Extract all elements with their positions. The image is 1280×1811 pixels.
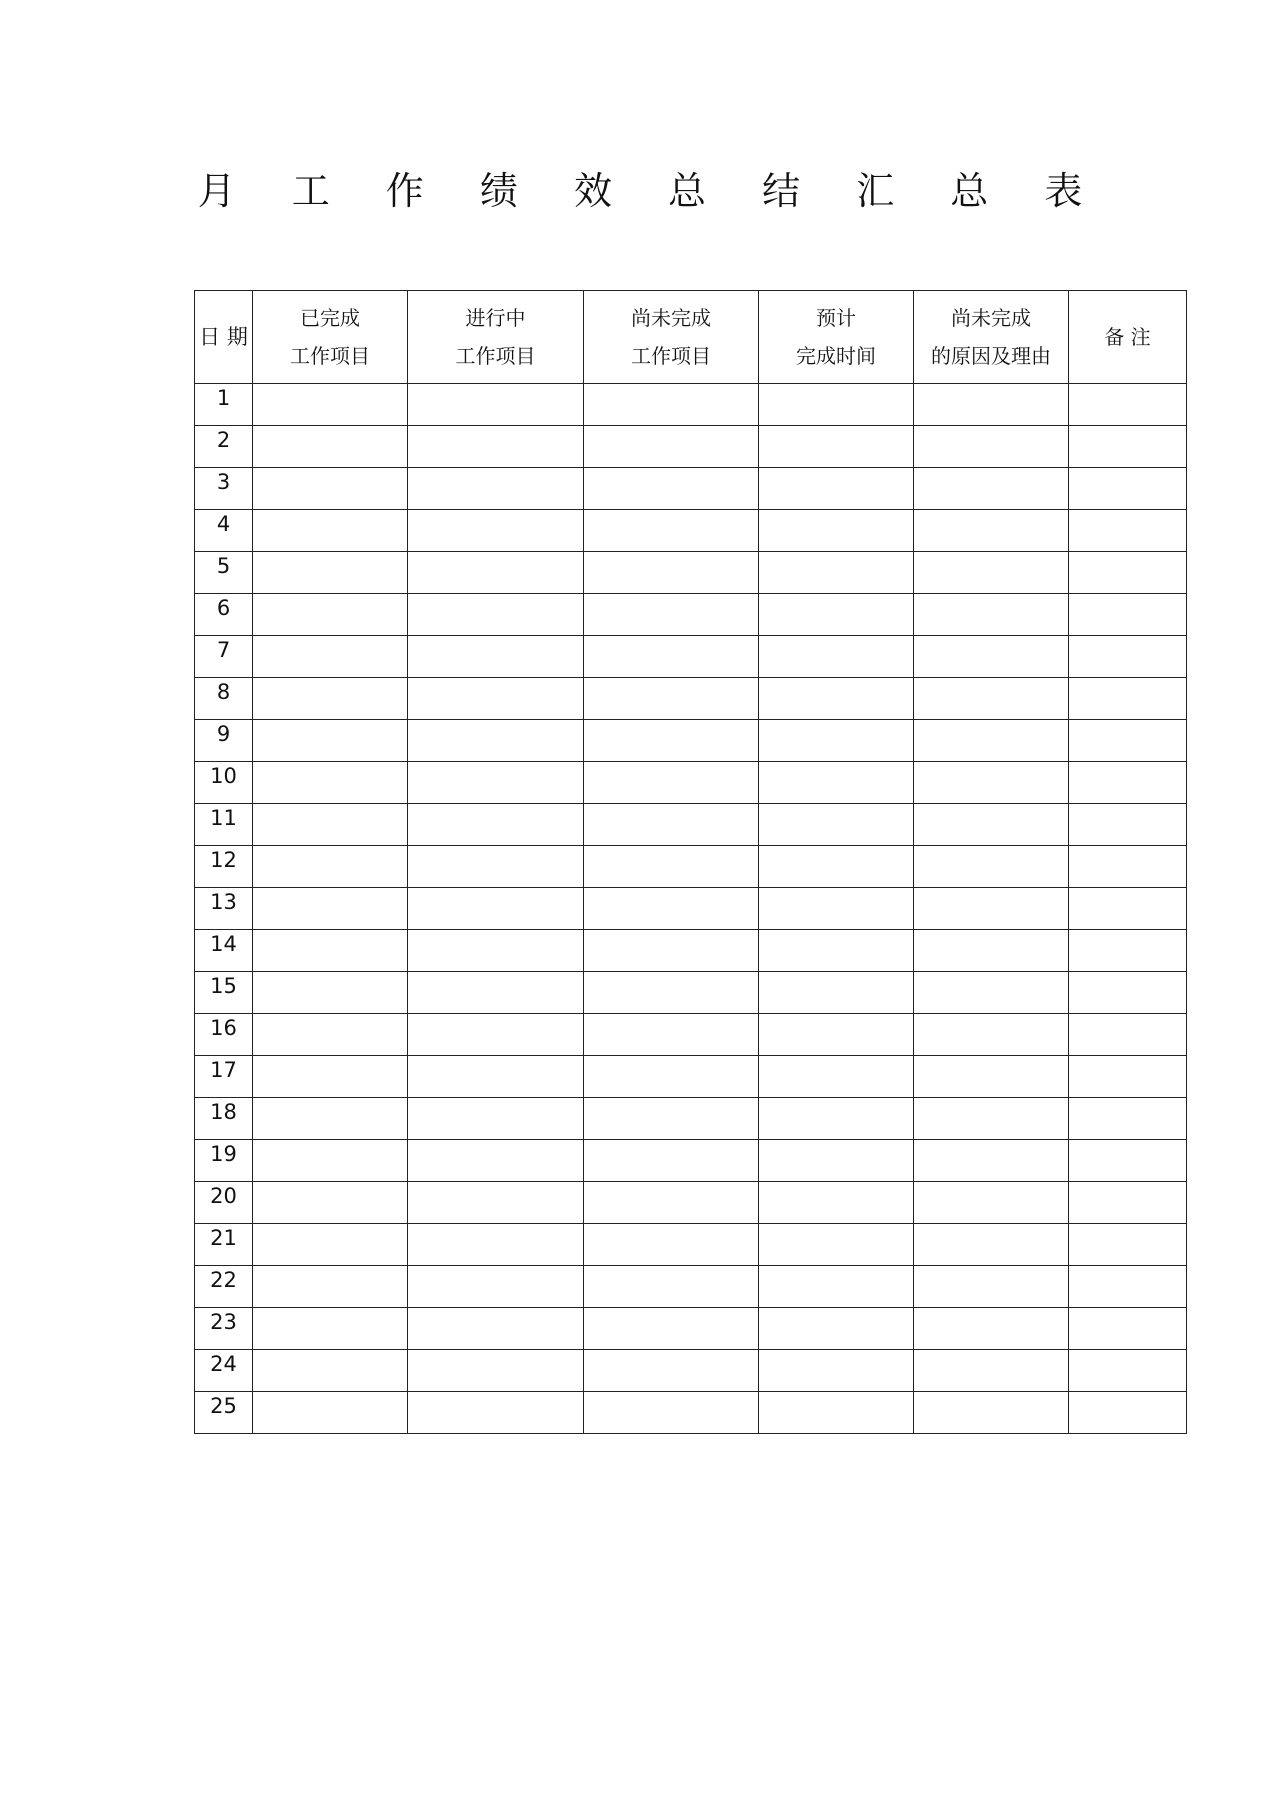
expected-time-cell[interactable] (759, 1014, 914, 1056)
header-reason (914, 291, 1069, 384)
table-row (195, 594, 1187, 636)
day-number-cell: 6 (195, 594, 253, 636)
in-progress-cell[interactable] (408, 846, 584, 888)
table-row (195, 510, 1187, 552)
reason-cell[interactable] (914, 1098, 1069, 1140)
day-number-cell: 11 (195, 804, 253, 846)
completed-cell[interactable] (253, 762, 408, 804)
remarks-cell[interactable] (1069, 510, 1187, 552)
table-row (195, 888, 1187, 930)
completed-cell[interactable] (253, 510, 408, 552)
completed-cell[interactable] (253, 1392, 408, 1434)
expected-time-cell[interactable] (759, 1350, 914, 1392)
table-row (195, 636, 1187, 678)
in-progress-cell[interactable] (408, 384, 584, 426)
header-in-progress-line2: 工作项目 (455, 344, 536, 368)
table-row (195, 1056, 1187, 1098)
remarks-cell[interactable] (1069, 468, 1187, 510)
completed-cell[interactable] (253, 678, 408, 720)
not-completed-cell[interactable] (584, 846, 759, 888)
expected-time-cell[interactable] (759, 1182, 914, 1224)
header-not-completed (584, 291, 759, 384)
header-date (195, 291, 253, 384)
day-number-cell: 21 (195, 1224, 253, 1266)
day-number-cell: 17 (195, 1056, 253, 1098)
remarks-cell[interactable] (1069, 1266, 1187, 1308)
reason-cell[interactable] (914, 510, 1069, 552)
day-number-cell: 9 (195, 720, 253, 762)
completed-cell[interactable] (253, 552, 408, 594)
expected-time-cell[interactable] (759, 804, 914, 846)
table-row (195, 384, 1187, 426)
reason-cell[interactable] (914, 1392, 1069, 1434)
expected-time-cell[interactable] (759, 384, 914, 426)
in-progress-cell[interactable] (408, 888, 584, 930)
day-number-cell: 18 (195, 1098, 253, 1140)
day-number-cell: 14 (195, 930, 253, 972)
in-progress-cell[interactable] (408, 468, 584, 510)
header-not-completed-line1: 尚未完成 (631, 306, 711, 330)
not-completed-cell[interactable] (584, 1098, 759, 1140)
remarks-cell[interactable] (1069, 552, 1187, 594)
day-number-cell: 15 (195, 972, 253, 1014)
completed-cell[interactable] (253, 1350, 408, 1392)
remarks-cell[interactable] (1069, 594, 1187, 636)
table-row (195, 1014, 1187, 1056)
day-number-cell: 2 (195, 426, 253, 468)
table-row (195, 1224, 1187, 1266)
expected-time-cell[interactable] (759, 1308, 914, 1350)
day-number-cell: 20 (195, 1182, 253, 1224)
reason-cell[interactable] (914, 1140, 1069, 1182)
in-progress-cell[interactable] (408, 1056, 584, 1098)
in-progress-cell[interactable] (408, 426, 584, 468)
header-in-progress (408, 291, 584, 384)
in-progress-cell[interactable] (408, 1266, 584, 1308)
completed-cell[interactable] (253, 426, 408, 468)
expected-time-cell[interactable] (759, 1056, 914, 1098)
header-date-label: 日 期 (199, 325, 248, 349)
day-number-cell: 16 (195, 1014, 253, 1056)
in-progress-cell[interactable] (408, 1182, 584, 1224)
day-number-cell: 23 (195, 1308, 253, 1350)
not-completed-cell[interactable] (584, 720, 759, 762)
reason-cell[interactable] (914, 804, 1069, 846)
expected-time-cell[interactable] (759, 594, 914, 636)
completed-cell[interactable] (253, 1266, 408, 1308)
day-number-cell: 1 (195, 384, 253, 426)
table-row (195, 426, 1187, 468)
table-row (195, 930, 1187, 972)
completed-cell[interactable] (253, 636, 408, 678)
header-reason-line1: 尚未完成 (951, 306, 1031, 330)
day-number-cell: 4 (195, 510, 253, 552)
completed-cell[interactable] (253, 1140, 408, 1182)
in-progress-cell[interactable] (408, 720, 584, 762)
completed-cell[interactable] (253, 1224, 408, 1266)
in-progress-cell[interactable] (408, 804, 584, 846)
remarks-cell[interactable] (1069, 1182, 1187, 1224)
table-row (195, 1350, 1187, 1392)
day-number-cell: 25 (195, 1392, 253, 1434)
day-number-cell: 24 (195, 1350, 253, 1392)
not-completed-cell[interactable] (584, 804, 759, 846)
expected-time-cell[interactable] (759, 552, 914, 594)
in-progress-cell[interactable] (408, 552, 584, 594)
expected-time-cell[interactable] (759, 930, 914, 972)
completed-cell[interactable] (253, 1098, 408, 1140)
remarks-cell[interactable] (1069, 1392, 1187, 1434)
not-completed-cell[interactable] (584, 510, 759, 552)
reason-cell[interactable] (914, 1266, 1069, 1308)
expected-time-cell[interactable] (759, 1224, 914, 1266)
expected-time-cell[interactable] (759, 846, 914, 888)
expected-time-cell[interactable] (759, 1266, 914, 1308)
not-completed-cell[interactable] (584, 1308, 759, 1350)
reason-cell[interactable] (914, 1182, 1069, 1224)
completed-cell[interactable] (253, 468, 408, 510)
reason-cell[interactable] (914, 1350, 1069, 1392)
in-progress-cell[interactable] (408, 1308, 584, 1350)
remarks-cell[interactable] (1069, 1308, 1187, 1350)
reason-cell[interactable] (914, 762, 1069, 804)
not-completed-cell[interactable] (584, 384, 759, 426)
completed-cell[interactable] (253, 720, 408, 762)
header-reason-line2: 的原因及理由 (931, 344, 1051, 368)
not-completed-cell[interactable] (584, 1224, 759, 1266)
not-completed-cell[interactable] (584, 594, 759, 636)
not-completed-cell[interactable] (584, 552, 759, 594)
day-number-cell: 5 (195, 552, 253, 594)
remarks-cell[interactable] (1069, 1098, 1187, 1140)
in-progress-cell[interactable] (408, 594, 584, 636)
table-row (195, 846, 1187, 888)
table-row (195, 972, 1187, 1014)
not-completed-cell[interactable] (584, 972, 759, 1014)
page-title: 月 工 作 绩 效 总 结 汇 总 表 (197, 169, 1105, 213)
in-progress-cell[interactable] (408, 510, 584, 552)
day-number-cell: 13 (195, 888, 253, 930)
remarks-cell[interactable] (1069, 426, 1187, 468)
reason-cell[interactable] (914, 972, 1069, 1014)
completed-cell[interactable] (253, 846, 408, 888)
completed-cell[interactable] (253, 1308, 408, 1350)
not-completed-cell[interactable] (584, 1266, 759, 1308)
table-row (195, 1098, 1187, 1140)
remarks-cell[interactable] (1069, 720, 1187, 762)
remarks-cell[interactable] (1069, 762, 1187, 804)
not-completed-cell[interactable] (584, 888, 759, 930)
remarks-cell[interactable] (1069, 930, 1187, 972)
remarks-cell[interactable] (1069, 888, 1187, 930)
table-body (195, 384, 1187, 1434)
remarks-cell[interactable] (1069, 678, 1187, 720)
day-number-cell: 22 (195, 1266, 253, 1308)
expected-time-cell[interactable] (759, 1392, 914, 1434)
reason-cell[interactable] (914, 1308, 1069, 1350)
not-completed-cell[interactable] (584, 762, 759, 804)
reason-cell[interactable] (914, 930, 1069, 972)
reason-cell[interactable] (914, 888, 1069, 930)
not-completed-cell[interactable] (584, 1392, 759, 1434)
header-in-progress-line1: 进行中 (465, 306, 526, 330)
summary-table (194, 290, 1187, 1434)
reason-cell[interactable] (914, 846, 1069, 888)
not-completed-cell[interactable] (584, 636, 759, 678)
day-number-cell: 8 (195, 678, 253, 720)
reason-cell[interactable] (914, 384, 1069, 426)
expected-time-cell[interactable] (759, 468, 914, 510)
not-completed-cell[interactable] (584, 1056, 759, 1098)
remarks-cell[interactable] (1069, 1224, 1187, 1266)
completed-cell[interactable] (253, 804, 408, 846)
in-progress-cell[interactable] (408, 762, 584, 804)
day-number-cell: 19 (195, 1140, 253, 1182)
not-completed-cell[interactable] (584, 1350, 759, 1392)
reason-cell[interactable] (914, 636, 1069, 678)
expected-time-cell[interactable] (759, 678, 914, 720)
completed-cell[interactable] (253, 1056, 408, 1098)
reason-cell[interactable] (914, 1224, 1069, 1266)
expected-time-cell[interactable] (759, 762, 914, 804)
reason-cell[interactable] (914, 678, 1069, 720)
completed-cell[interactable] (253, 384, 408, 426)
remarks-cell[interactable] (1069, 1056, 1187, 1098)
remarks-cell[interactable] (1069, 1350, 1187, 1392)
remarks-cell[interactable] (1069, 804, 1187, 846)
table-row (195, 1266, 1187, 1308)
in-progress-cell[interactable] (408, 1350, 584, 1392)
expected-time-cell[interactable] (759, 972, 914, 1014)
expected-time-cell[interactable] (759, 636, 914, 678)
completed-cell[interactable] (253, 888, 408, 930)
in-progress-cell[interactable] (408, 678, 584, 720)
header-expected-time-line1: 预计 (816, 306, 856, 330)
header-not-completed-line2: 工作项目 (631, 344, 711, 368)
table-row (195, 1308, 1187, 1350)
in-progress-cell[interactable] (408, 1140, 584, 1182)
reason-cell[interactable] (914, 468, 1069, 510)
not-completed-cell[interactable] (584, 1140, 759, 1182)
completed-cell[interactable] (253, 1182, 408, 1224)
expected-time-cell[interactable] (759, 1140, 914, 1182)
remarks-cell[interactable] (1069, 846, 1187, 888)
expected-time-cell[interactable] (759, 1098, 914, 1140)
reason-cell[interactable] (914, 552, 1069, 594)
table-row (195, 678, 1187, 720)
completed-cell[interactable] (253, 594, 408, 636)
table-row (195, 1392, 1187, 1434)
not-completed-cell[interactable] (584, 930, 759, 972)
in-progress-cell[interactable] (408, 636, 584, 678)
expected-time-cell[interactable] (759, 510, 914, 552)
table-row (195, 720, 1187, 762)
completed-cell[interactable] (253, 1014, 408, 1056)
in-progress-cell[interactable] (408, 1224, 584, 1266)
expected-time-cell[interactable] (759, 888, 914, 930)
reason-cell[interactable] (914, 426, 1069, 468)
header-remarks (1069, 291, 1187, 384)
table-row (195, 762, 1187, 804)
reason-cell[interactable] (914, 1056, 1069, 1098)
expected-time-cell[interactable] (759, 426, 914, 468)
not-completed-cell[interactable] (584, 468, 759, 510)
in-progress-cell[interactable] (408, 1392, 584, 1434)
remarks-cell[interactable] (1069, 1140, 1187, 1182)
day-number-cell: 12 (195, 846, 253, 888)
not-completed-cell[interactable] (584, 1014, 759, 1056)
header-row (195, 291, 1187, 384)
header-completed (253, 291, 408, 384)
table-row (195, 552, 1187, 594)
day-number-cell: 3 (195, 468, 253, 510)
completed-cell[interactable] (253, 972, 408, 1014)
reason-cell[interactable] (914, 594, 1069, 636)
table-row (195, 1140, 1187, 1182)
not-completed-cell[interactable] (584, 426, 759, 468)
header-completed-line1: 已完成 (300, 306, 360, 330)
not-completed-cell[interactable] (584, 678, 759, 720)
in-progress-cell[interactable] (408, 1014, 584, 1056)
reason-cell[interactable] (914, 720, 1069, 762)
remarks-cell[interactable] (1069, 972, 1187, 1014)
completed-cell[interactable] (253, 930, 408, 972)
day-number-cell: 10 (195, 762, 253, 804)
remarks-cell[interactable] (1069, 384, 1187, 426)
header-completed-line2: 工作项目 (290, 344, 370, 368)
table-row (195, 468, 1187, 510)
in-progress-cell[interactable] (408, 1098, 584, 1140)
table-row (195, 1182, 1187, 1224)
day-number-cell: 7 (195, 636, 253, 678)
in-progress-cell[interactable] (408, 930, 584, 972)
remarks-cell[interactable] (1069, 1014, 1187, 1056)
header-expected-time (759, 291, 914, 384)
header-expected-time-line2: 完成时间 (796, 344, 876, 368)
reason-cell[interactable] (914, 1014, 1069, 1056)
in-progress-cell[interactable] (408, 972, 584, 1014)
remarks-cell[interactable] (1069, 636, 1187, 678)
table-row (195, 804, 1187, 846)
header-remarks-label: 备 注 (1104, 325, 1151, 349)
not-completed-cell[interactable] (584, 1182, 759, 1224)
expected-time-cell[interactable] (759, 720, 914, 762)
